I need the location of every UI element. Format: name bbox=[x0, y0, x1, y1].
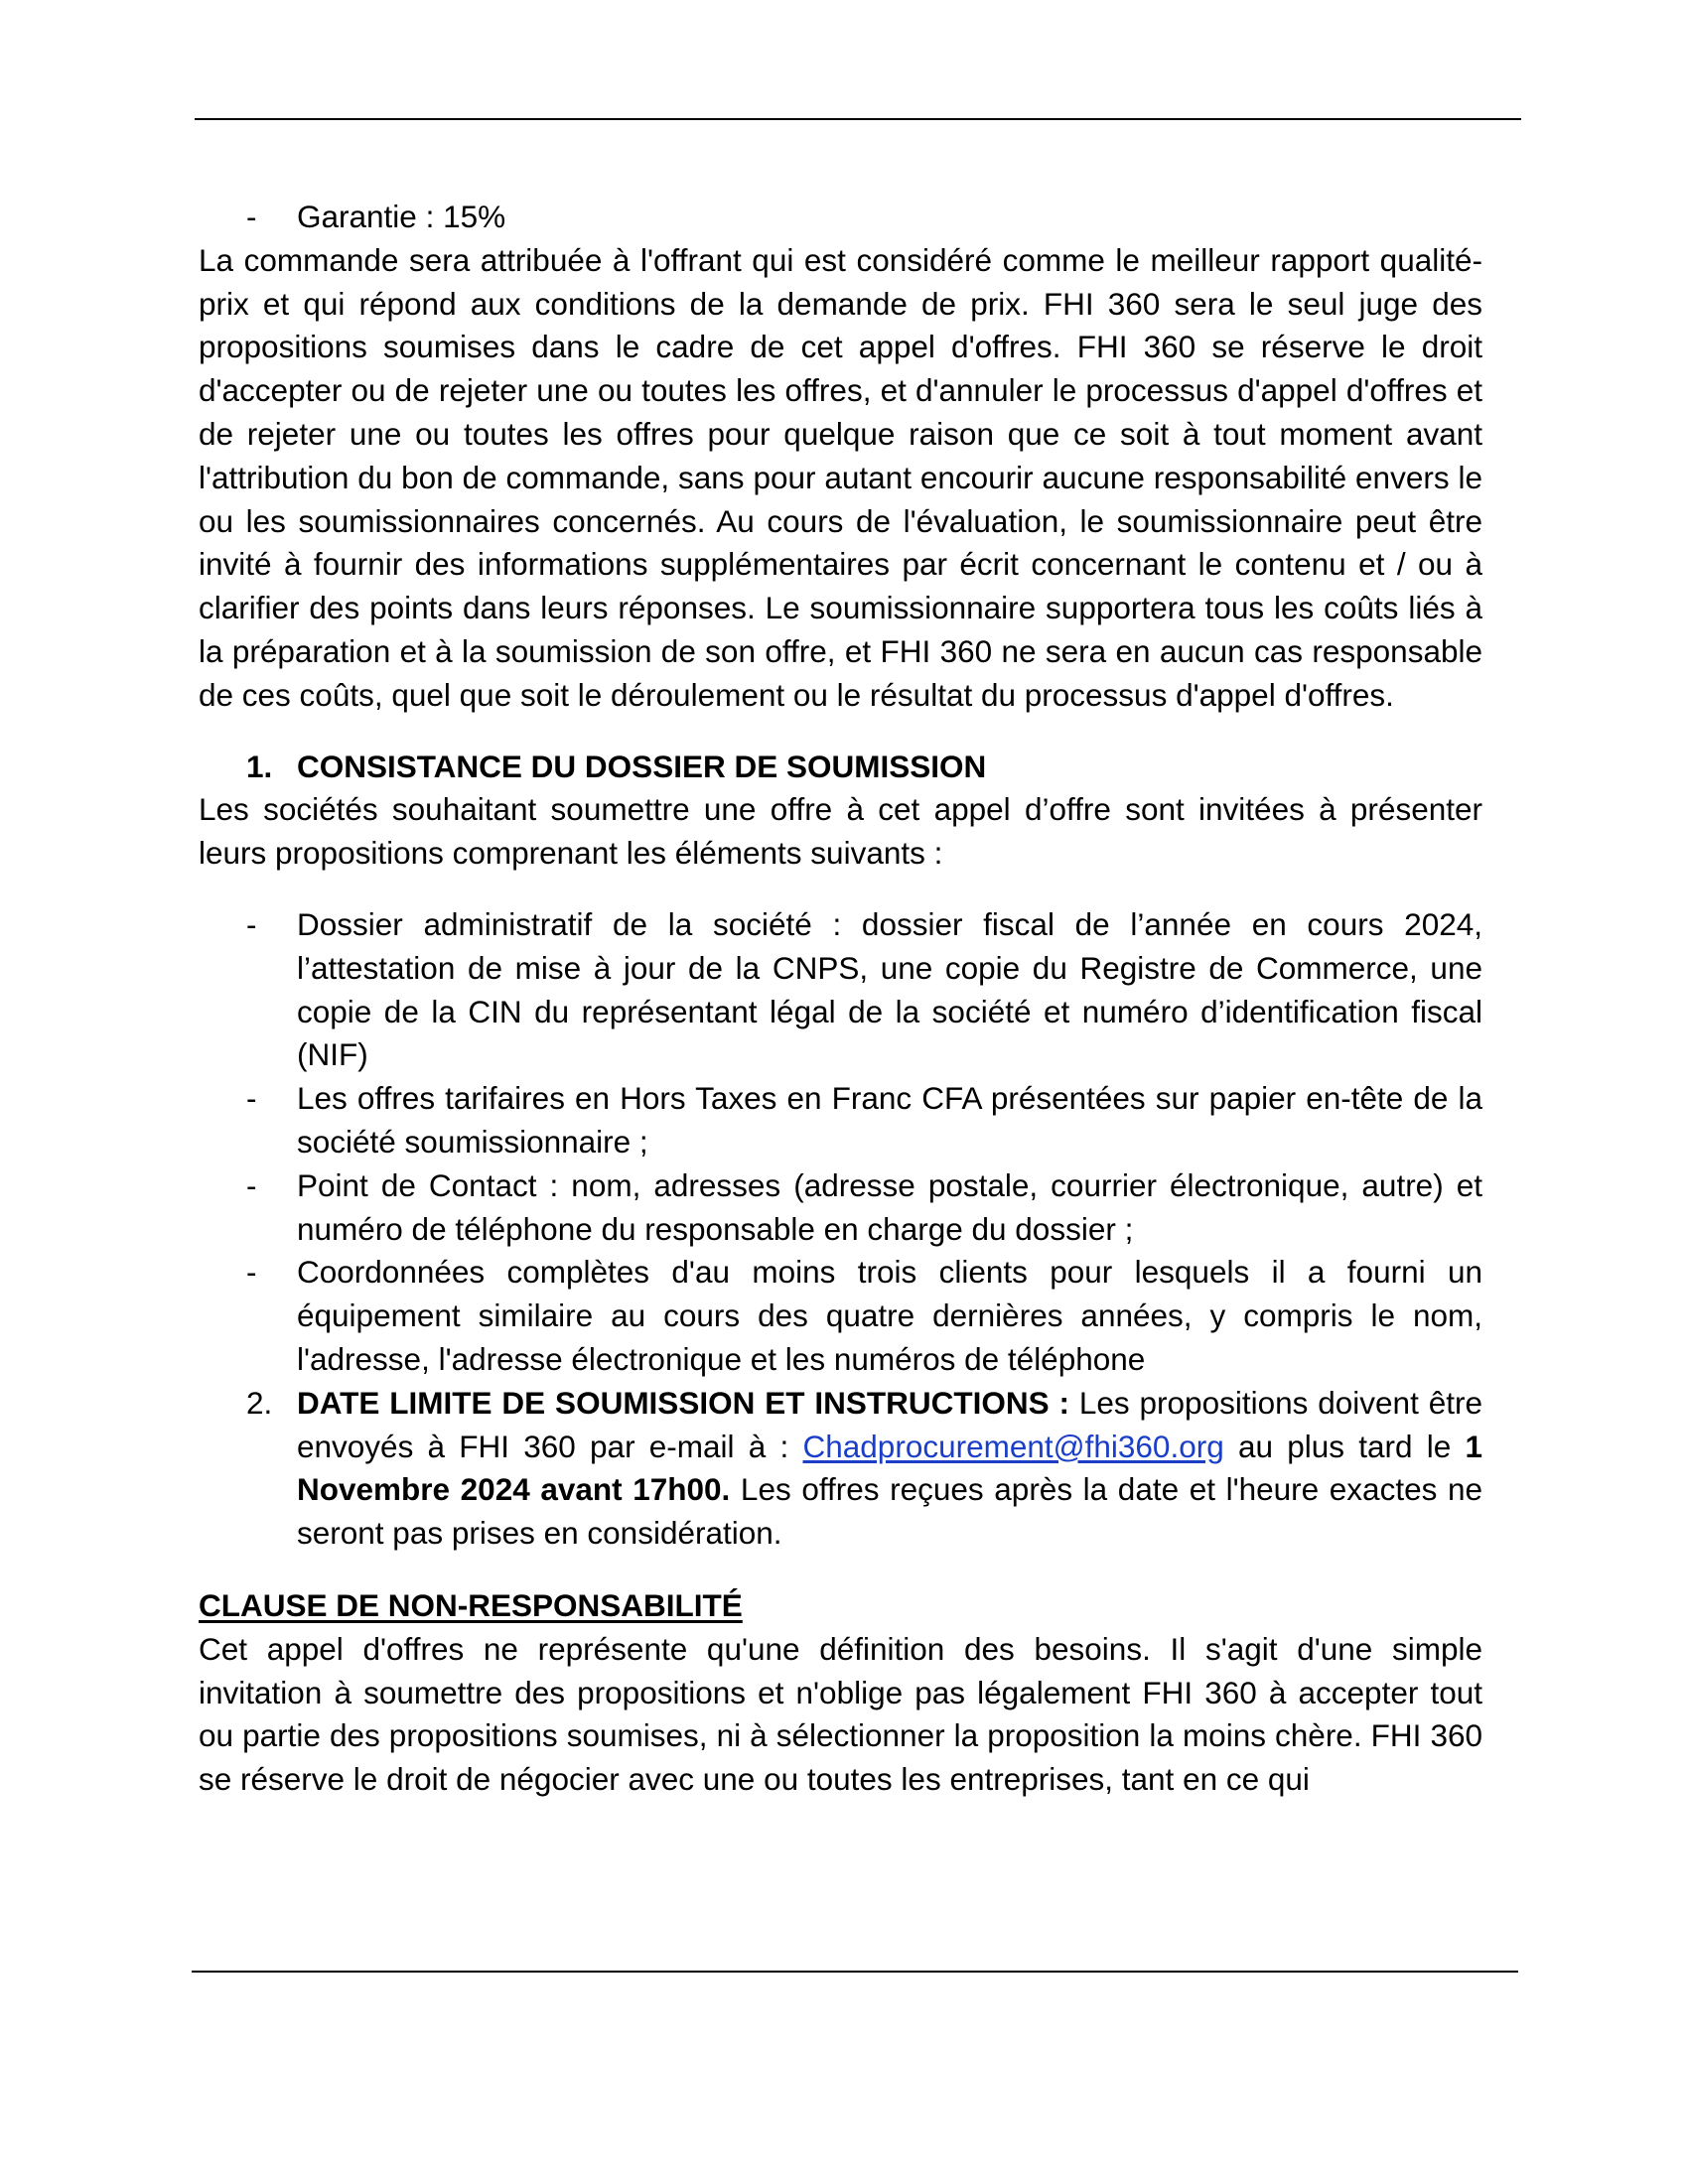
list-item bbox=[199, 903, 1482, 1077]
list-item bbox=[199, 1251, 1482, 1381]
document-body bbox=[199, 196, 1482, 1802]
list-item bbox=[199, 1077, 1482, 1164]
section-2-text-after-email: au plus tard le bbox=[1223, 1428, 1466, 1464]
list-item-text: Point de Contact : nom, adresses (adresse postale, courrier électronique, autre) et numéro de téléphone du responsable en charge du dossier ; bbox=[297, 1166, 1482, 1247]
list-item bbox=[199, 1164, 1482, 1252]
award-paragraph: La commande sera attribuée à l'offrant qui est considéré comme le meilleur rapport qualité-prix et qui répond aux conditions de la demande de prix. FHI 360 sera le seul juge des propositions soumises dans le cadre de cet appel d'offres. FHI 360 se réserve le droit d'accepter ou de rejeter une ou toutes les offres, et d'annuler le processus d'appel d'offres et de rejeter une ou toutes les offres pour quelque raison que ce soit à tout moment avant l'attribution du bon de commande, sans pour autant encourir aucune responsabilité envers le ou les soumissionnaires concernés. Au cours de l'évaluation, le soumissionnaire peut être invité à fournir des informations supplémentaires par écrit concernant le contenu et / ou à clarifier des points dans leurs réponses. Le soumissionnaire supportera tous les coûts liés à la préparation et à la soumission de son offre, et FHI 360 ne sera en aucun cas responsable de ces coûts, quel que soit le déroulement ou le résultat du processus d'appel d'offres. bbox=[199, 241, 1482, 713]
bullet-marker: - bbox=[246, 1080, 257, 1117]
section-1-intro: Les sociétés souhaitant soumettre une offre à cet appel d’offre sont invitées à présenter leurs propositions comprenant les éléments suivants : bbox=[199, 791, 1482, 872]
section-1-heading bbox=[199, 746, 1482, 789]
section-1-list bbox=[199, 903, 1482, 1556]
garantie-item bbox=[199, 196, 1482, 239]
section-2-number: 2. bbox=[246, 1384, 273, 1421]
bullet-marker: - bbox=[246, 1254, 257, 1291]
disclaimer-heading-wrap bbox=[199, 1584, 1482, 1628]
disclaimer-title: CLAUSE DE NON-RESPONSABILITÉ bbox=[199, 1586, 743, 1623]
list-item-text: Coordonnées complètes d'au moins trois clients pour lesquels il a fourni un équipement similaire au cours des quatre dernières années, y compris le nom, l'adresse, l'adresse électronique et les numéros de téléphone bbox=[297, 1254, 1482, 1377]
section-2-title: DATE LIMITE DE SOUMISSION ET INSTRUCTIONS : bbox=[297, 1384, 1069, 1421]
garantie-text: Garantie : 15% bbox=[297, 199, 506, 234]
disclaimer-paragraph: Cet appel d'offres ne représente qu'une définition des besoins. Il s'agit d'une simple invitation à soumettre des propositions et n'oblige pas légalement FHI 360 à accepter tout ou partie des propositions soumises, ni à sélectionner la proposition la moins chère. FHI 360 se réserve le droit de négocier avec une ou toutes les entreprises, tant en ce qui bbox=[199, 1630, 1482, 1798]
section-2-text-end: Les offres reçues après la date et l'heure exactes ne seront pas prises en considération. bbox=[297, 1471, 1482, 1552]
section-1-title: CONSISTANCE DU DOSSIER DE SOUMISSION bbox=[297, 748, 987, 784]
list-item-text: Dossier administratif de la société : dossier fiscal de l’année en cours 2024, l’attestation de mise à jour de la CNPS, une copie du Registre de Commerce, une copie de la CIN du représentant légal de la société et numéro d’identification fiscal (NIF) bbox=[297, 905, 1482, 1073]
section-1-number: 1. bbox=[246, 748, 273, 784]
bullet-marker: - bbox=[246, 1166, 257, 1203]
list-item-text: Les offres tarifaires en Hors Taxes en Franc CFA présentées sur papier en-tête de la société soumissionnaire ; bbox=[297, 1080, 1482, 1160]
footer-rule bbox=[192, 1971, 1518, 1973]
header-rule bbox=[195, 118, 1521, 120]
bullet-marker: - bbox=[246, 905, 257, 942]
procurement-email-link[interactable]: Chadprocurement@fhi360.org bbox=[802, 1428, 1224, 1464]
section-2-item bbox=[199, 1382, 1482, 1556]
deadline-date: 1 Novembre 2024 avant 17h00. bbox=[297, 1428, 1482, 1508]
section-2-text-before-email: Les propositions doivent être envoyés à FHI 360 par e-mail à : bbox=[297, 1384, 1482, 1464]
bullet-marker: - bbox=[246, 199, 257, 234]
